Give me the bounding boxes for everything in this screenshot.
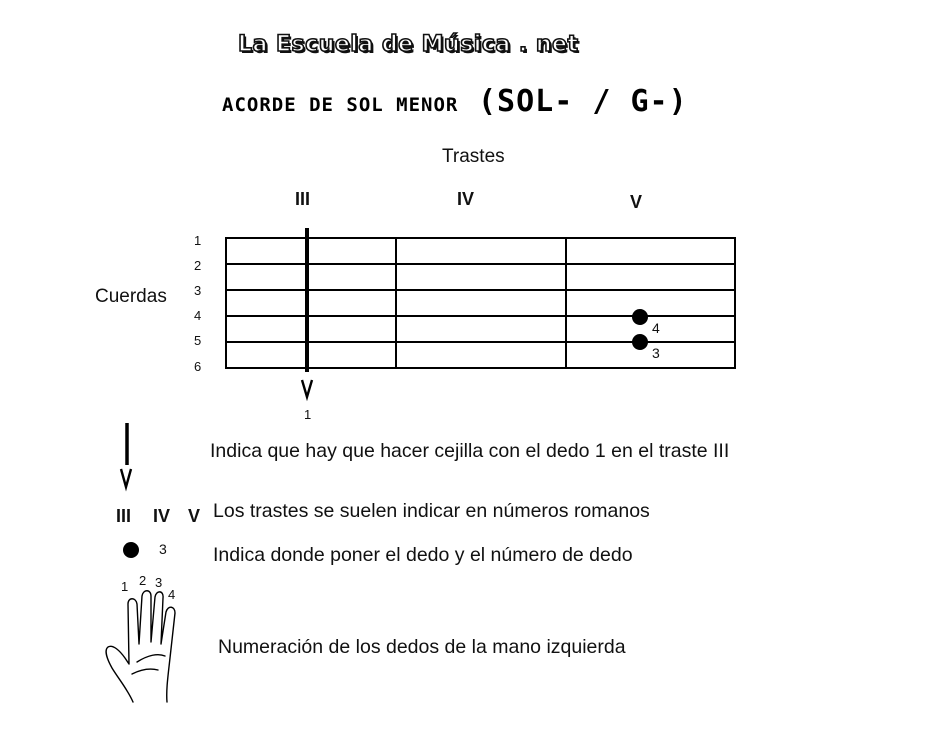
string-number-1: 1 — [194, 233, 202, 248]
legend-dot-finger: 3 — [159, 541, 167, 557]
hand-finger-4: 4 — [168, 587, 176, 602]
chord-alt-name: (SOL- / G-) — [478, 84, 688, 119]
legend-roman-text: Los trastes se suelen indicar en números romanos — [213, 500, 650, 522]
barre-finger-number: 1 — [304, 407, 312, 422]
frets-label: Trastes — [442, 146, 505, 167]
fret-numeral-4: IV — [457, 189, 475, 209]
string-number-4: 4 — [194, 308, 202, 323]
string-number-2: 2 — [194, 258, 202, 273]
note-finger-3: 3 — [652, 345, 660, 361]
legend-roman-4: IV — [153, 506, 171, 526]
hand-finger-1: 1 — [121, 579, 129, 594]
legend-barre-arrow-icon — [121, 469, 131, 487]
finger-dot-string-4 — [632, 309, 648, 325]
legend-dot-text: Indica donde poner el dedo y el número de dedo — [213, 544, 633, 566]
string-number-3: 3 — [194, 283, 202, 298]
legend-roman-3: III — [116, 506, 132, 526]
finger-dot-string-5 — [632, 334, 648, 350]
strings-label: Cuerdas — [95, 286, 167, 307]
fret-numeral-5: V — [630, 192, 643, 212]
string-number-5: 5 — [194, 333, 202, 348]
legend-barre-text: Indica que hay que hacer cejilla con el dedo 1 en el traste III — [210, 440, 730, 462]
note-finger-4: 4 — [652, 320, 660, 336]
fret-numeral-3: III — [295, 189, 311, 209]
barre-arrow-icon — [302, 380, 312, 397]
left-hand-icon — [106, 591, 175, 702]
hand-finger-3: 3 — [155, 575, 163, 590]
hand-finger-2: 2 — [139, 573, 147, 588]
site-title: La Escuela de Música . net — [238, 32, 579, 57]
legend-dot-icon — [123, 542, 139, 558]
string-number-6: 6 — [194, 359, 202, 374]
legend-hand-text: Numeración de los dedos de la mano izquierda — [218, 636, 626, 658]
chord-title: ACORDE DE SOL MENOR — [222, 94, 459, 116]
legend-roman-5: V — [188, 506, 201, 526]
